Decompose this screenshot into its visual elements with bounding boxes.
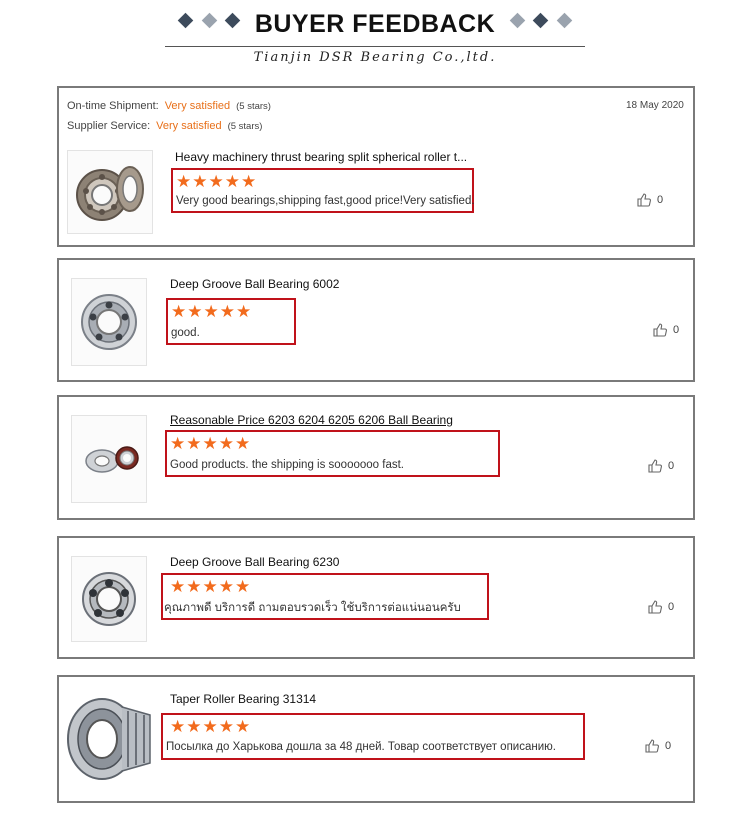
rating-stars: ★★★★★ <box>170 717 252 736</box>
product-name[interactable]: Heavy machinery thrust bearing split spherical roller t... <box>175 150 468 164</box>
thumbs-up-icon <box>648 459 662 473</box>
review-highlight-box <box>161 573 489 620</box>
like-button[interactable] <box>645 739 671 753</box>
like-button[interactable] <box>648 600 674 614</box>
diamond-icon <box>533 13 549 29</box>
product-image[interactable] <box>71 415 147 503</box>
like-count: 0 <box>673 324 680 336</box>
product-name[interactable]: Taper Roller Bearing 31314 <box>170 692 317 706</box>
bearing-image <box>72 416 146 502</box>
review-highlight-box <box>161 713 585 760</box>
review-text: Посылка до Харькова дошла за 48 дней. Товар соответствует описанию. <box>166 741 556 753</box>
company-name: Tianjin DSR Bearing Co.,ltd. <box>253 50 497 65</box>
like-count: 0 <box>668 460 675 472</box>
ontime-label: On-time Shipment: <box>67 100 159 112</box>
review-highlight-box <box>166 298 296 345</box>
rating-stars: ★★★★★ <box>170 434 252 453</box>
rating-stars: ★★★★★ <box>176 172 258 191</box>
like-count: 0 <box>665 740 672 752</box>
product-image[interactable] <box>62 691 158 785</box>
like-button[interactable] <box>653 323 679 337</box>
supplier-label: Supplier Service: <box>67 120 151 132</box>
diamond-icon <box>509 13 525 29</box>
diamond-icon <box>556 13 572 29</box>
review-card <box>57 86 695 247</box>
review-text: good. <box>171 327 200 339</box>
diamond-icon <box>178 13 194 29</box>
supplier-value: Very satisfied <box>156 120 222 132</box>
review-card <box>57 675 695 803</box>
like-button[interactable] <box>637 193 663 207</box>
page-title: BUYER FEEDBACK <box>254 10 496 38</box>
review-card <box>57 536 695 659</box>
product-name[interactable]: Reasonable Price 6203 6204 6205 6206 Ball Bearing <box>170 413 453 427</box>
thumbs-up-icon <box>648 600 662 614</box>
product-image[interactable] <box>71 556 147 642</box>
supplier-stars-note: (5 stars) <box>227 121 263 132</box>
thumbs-up-icon <box>637 193 651 207</box>
page-header <box>0 0 750 80</box>
ontime-value: Very satisfied <box>164 100 231 112</box>
review-text: คุณภาพดี บริการดี ถามตอบรวดเร็ว ใช้บริการต่อแน่นอนครับ <box>164 602 461 614</box>
bearing-image <box>68 151 152 233</box>
review-text: Good products. the shipping is sooooooo fast. <box>170 459 404 471</box>
thumbs-up-icon <box>653 323 667 337</box>
review-date: 18 May 2020 <box>626 100 684 111</box>
rating-stars: ★★★★★ <box>171 302 253 321</box>
ontime-stars-note: (5 stars) <box>236 101 271 112</box>
product-name[interactable]: Deep Groove Ball Bearing 6230 <box>170 555 340 569</box>
rating-stars: ★★★★★ <box>170 577 252 596</box>
product-image[interactable] <box>71 278 147 366</box>
review-highlight-box <box>171 168 474 213</box>
thumbs-up-icon <box>645 739 659 753</box>
supplier-service-row <box>67 120 262 132</box>
review-highlight-box <box>165 430 500 477</box>
like-count: 0 <box>657 194 664 206</box>
title-row <box>0 10 750 39</box>
like-count: 0 <box>668 601 675 613</box>
bearing-image <box>72 279 146 365</box>
diamond-icon <box>202 13 218 29</box>
bearing-image <box>62 691 158 785</box>
review-text: Very good bearings,shipping fast,good price!Very satisfied. <box>176 195 475 207</box>
bearing-image <box>72 557 146 641</box>
review-card <box>57 395 695 520</box>
product-name[interactable]: Deep Groove Ball Bearing 6002 <box>170 277 340 291</box>
ontime-shipment-row <box>67 100 271 112</box>
diamond-icon <box>225 13 241 29</box>
title-divider <box>165 46 585 47</box>
review-card <box>57 258 695 382</box>
like-button[interactable] <box>648 459 674 473</box>
product-image[interactable] <box>67 150 153 234</box>
